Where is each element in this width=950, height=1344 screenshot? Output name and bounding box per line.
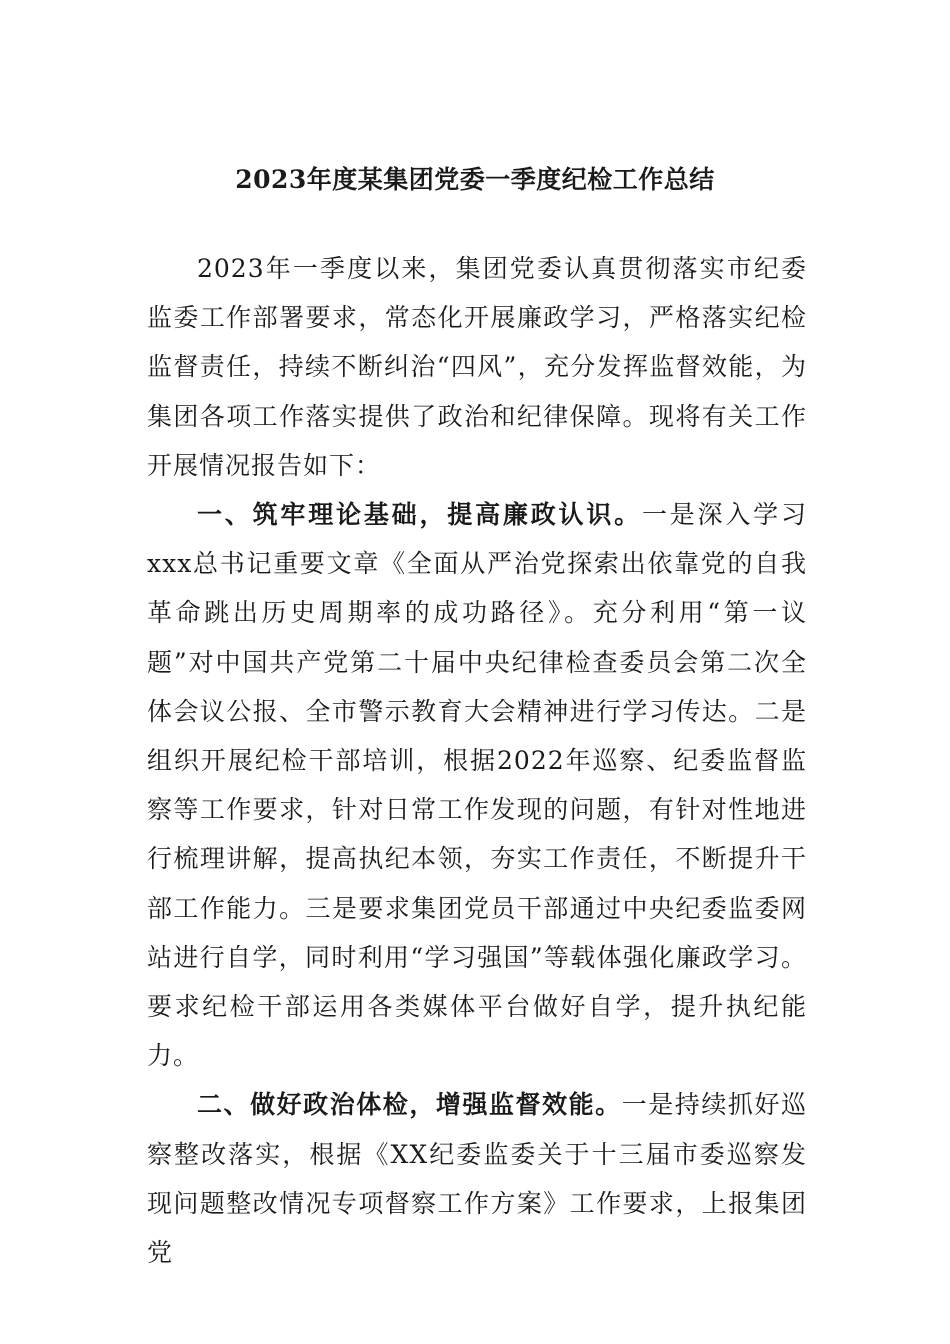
section-heading-1: 一、筑牢理论基础，提高廉政认识。 [197,500,642,530]
section-heading-2: 二、做好政治体检，增强监督效能。 [197,1090,622,1120]
document-body [147,244,807,1277]
section-paragraph-1 [147,490,807,1080]
section-body-2: 一是持续抓好巡察整改落实，根据《XX纪委监委关于十三届市委巡察发现问题整改情况专项督察工作方案》工作要求，上报集团党 [147,1090,807,1268]
section-body-1: 一是深入学习xxx总书记重要文章《全面从严治党探索出依靠党的自我革命跳出历史周期率的成功路径》。充分利用“第一议题”对中国共产党第二十届中央纪律检查委员会第二次全体会议公报、全市警示教育大会精神进行学习传达。二是组织开展纪检干部培训，根据2022年巡察、纪委监督监察等工作要求，针对日常工作发现的问题，有针对性地进行梳理讲解，提高执纪本领，夯实工作责任，不断提升干部工作能力。三是要求集团党员干部通过中央纪委监委网站进行自学，同时利用“学习强国”等载体强化廉政学习。要求纪检干部运用各类媒体平台做好自学，提升执纪能力。 [147,500,807,1071]
document-title: 2023年度某集团党委一季度纪检工作总结 [235,165,715,194]
section-paragraph-2 [147,1080,807,1277]
intro-paragraph: 2023年一季度以来，集团党委认真贯彻落实市纪委监委工作部署要求，常态化开展廉政学习，严格落实纪检监督责任，持续不断纠治“四风”，充分发挥监督效能，为集团各项工作落实提供了政治和纪律保障。现将有关工作开展情况报告如下： [147,254,807,480]
